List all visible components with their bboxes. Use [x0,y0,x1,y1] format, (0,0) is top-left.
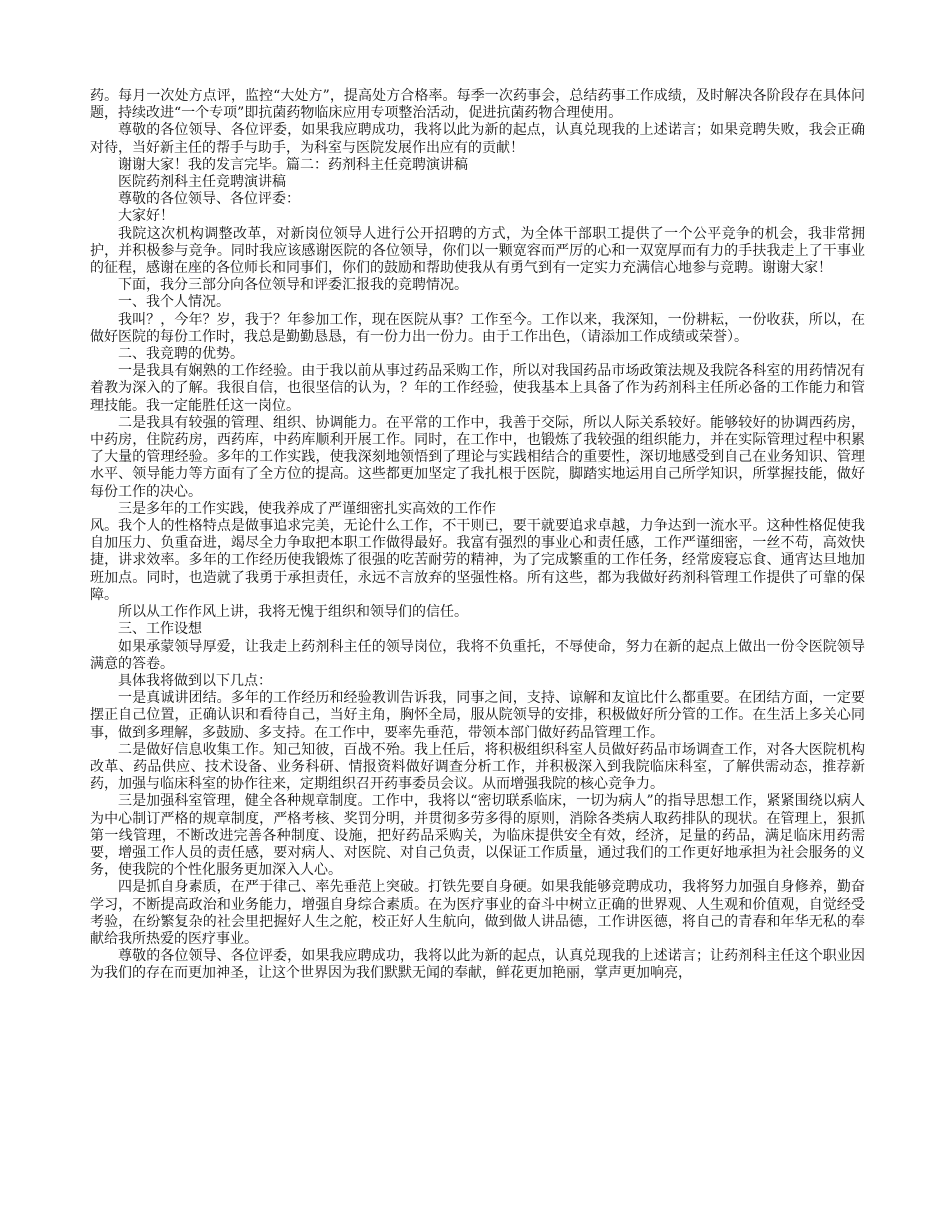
paragraph-11: 二、我竞聘的优势。 [118,346,244,363]
document-page [90,88,865,983]
paragraph-17: 三、工作设想 [118,621,202,638]
paragraph-15: 风。我个人的性格特点是做事追求完美，无论什么工作，不干则已，要干就要追求卓越，力争达到一流水平。这种性格促使我自加压力、负重奋进，竭尽全力争取把本职工作做得最好。我富有强烈的事业心和责任感，工作严谨细密，一丝不苟，高效快捷，讲求效率。多年的工作经历使我锻炼了很强的吃苦耐劳的精神，为了完成繁重的工作任务，经常废寝忘食、通宵达旦地加班加点。同时，也造就了我勇于承担责任，永远不言放弃的坚强性格。所有这些，都为我做好药剂科管理工作提供了可靠的保障。 [90,518,865,603]
paragraph-5: 尊敬的各位领导、各位评委： [118,191,300,208]
paragraph-10: 我叫？，今年？岁，我于？年参加工作，现在医院从事？工作至今。工作以来，我深知，一份耕耘，一份收获，所以，在做好医院的每份工作时，我总是勤勤恳恳，有一份力出一份力。由于工作出色，（请添加工作成绩或荣誉）。 [90,311,865,345]
paragraph-19: 具体我将做到以下几点： [118,672,272,689]
paragraph-6: 大家好！ [118,208,174,225]
paragraph-24: 尊敬的各位领导、各位评委，如果我应聘成功，我将以此为新的起点，认真兑现我的上述诺言；让药剂科主任这个职业因为我们的存在而更加神圣，让这个世界因为我们默默无闻的奉献，鲜花更加艳丽，掌声更加响亮， [90,948,865,982]
paragraph-18: 如果承蒙领导厚爱，让我走上药剂科主任的领导岗位，我将不负重托，不辱使命，努力在新的起点上做出一份令医院领导满意的答卷。 [90,638,865,672]
paragraph-4: 医院药剂科主任竞聘演讲稿 [118,174,286,191]
paragraph-7: 我院这次机构调整改革，对新岗位领导人进行公开招聘的方式，为全体干部职工提供了一个公平竞争的机会，我非常拥护，并积极参与竞争。同时我应该感谢医院的各位领导，你们以一颗宽容而严厉的心和一双宽厚而有力的手扶我走上了干事业的征程，感谢在座的各位师长和同事们，你们的鼓励和帮助使我从有勇气到有一定实力充满信心地参与竞聘。谢谢大家！ [90,225,865,277]
paragraph-3: 谢谢大家！我的发言完毕。篇二：药剂科主任竞聘演讲稿 [118,156,468,173]
paragraph-22: 三是加强科室管理，健全各种规章制度。工作中，我将以“密切联系临床，一切为病人”的指导思想工作，紧紧围绕以病人为中心制订严格的规章制度，严格考核、奖罚分明，并贯彻多劳多得的原则，消除各类病人取药排队的现状。在管理上，狠抓第一线管理，不断改进完善各种制度、设施，把好药品采购关，为临床提供安全有效，经济，足量的药品，满足临床用药需要，增强工作人员的责任感，要对病人、对医院、对自己负责，以保证工作质量，通过我们的工作更好地承担为社会服务的义务，使我院的个性化服务更加深入人心。 [90,793,865,879]
paragraph-9: 一、我个人情况。 [118,294,230,311]
paragraph-14: 三是多年的工作实践，使我养成了严谨细密扎实高效的工作作 [118,500,496,517]
paragraph-12: 一是我具有娴熟的工作经验。由于我以前从事过药品采购工作，所以对我国药品市场政策法规及我院各科室的用药情况有着教为深入的了解。我很自信，也很坚信的认为，？年的工作经验，使我基本上具备了作为药剂科主任所必备的工作能力和管理技能。我一定能胜任这一岗位。 [90,363,865,414]
paragraph-13: 二是我具有较强的管理、组织、协调能力。在平常的工作中，我善于交际，所以人际关系较好。能够较好的协调西药房，中药房，住院药房，西药库，中药库顺利开展工作。同时，在工作中，也锻炼了我较强的组织能力，并在实际管理过程中积累了大量的管理经验。多年的工作实践，使我深刻地领悟到了理论与实践相结合的重要性，深切地感受到自己在业务知识、管理水平、领导能力等方面有了全方位的提高。这些都更加坚定了我扎根于医院，脚踏实地运用自己所学知识，所掌握技能，做好每份工作的决心。 [90,414,865,500]
paragraph-23: 四是抓自身素质，在严于律己、率先垂范上突破。打铁先要自身硬。如果我能够竞聘成功，我将努力加强自身修养，勤奋学习，不断提高政治和业务能力，增强自身综合素质。在为医疗事业的奋斗中树立正确的世界观、人生观和价值观，自觉经受考验，在纷繁复杂的社会里把握好人生之舵，校正好人生航向，做到做人讲品德，工作讲医德，将自己的青春和年华无私的奉献给我所热爱的医疗事业。 [90,879,865,947]
paragraph-2: 尊敬的各位领导、各位评委，如果我应聘成功，我将以此为新的起点，认真兑现我的上述诺言；如果竞聘失败，我会正确对待，当好新主任的帮手与助手，为科室与医院发展作出应有的贡献！ [90,122,865,156]
paragraph-20: 一是真诚讲团结。多年的工作经历和经验教训告诉我，同事之间，支持、谅解和友谊比什么都重要。在团结方面，一定要摆正自己位置，正确认识和看待自己，当好主角，胸怀全局，服从院领导的安排，积极做好所分管的工作。在生活上多关心同事，做到多理解，多鼓励、多支持。在工作中，要率先垂范，带领本部门做好药品管理工作。 [90,690,865,741]
paragraph-16: 所以从工作作风上讲，我将无愧于组织和领导们的信任。 [118,604,468,621]
paragraph-21: 二是做好信息收集工作。知己知彼，百战不殆。我上任后，将积极组织科室人员做好药品市场调查工作，对各大医院机构改革、药品供应、技术设备、业务科研、情报资料做好调查分析工作，并积极深入到我院临床科室，了解供需动态，推荐新药，加强与临床科室的协作往来，定期组织召开药事委员会议。从而增强我院的核心竞争力。 [90,741,865,793]
paragraph-8: 下面，我分三部分向各位领导和评委汇报我的竞聘情况。 [118,277,468,294]
paragraph-1: 药。每月一次处方点评，监控“大处方”，提高处方合格率。每季一次药事会，总结药事工作成绩，及时解决各阶段存在具体问题，持续改进“一个专项”即抗菌药物临床应用专项整治活动，促进抗菌药物合理使用。 [90,88,865,122]
